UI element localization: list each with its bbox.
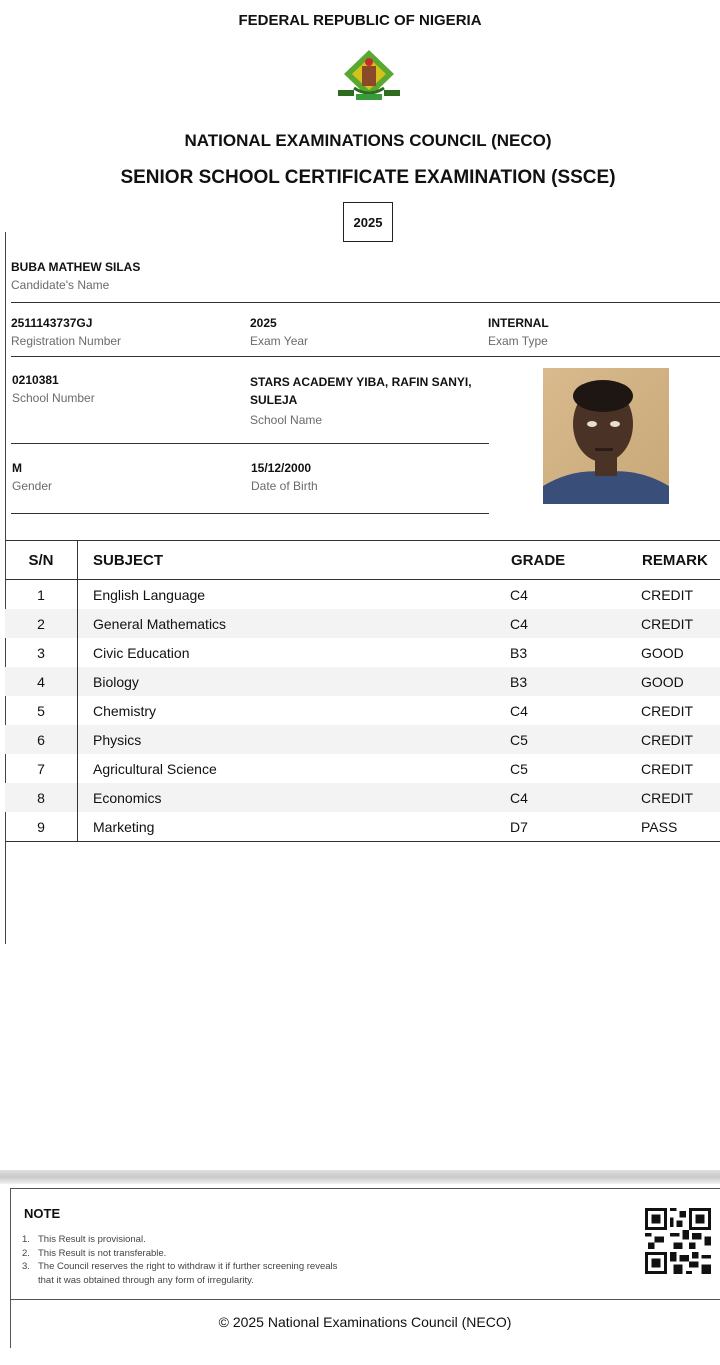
- cell-sn: 7: [5, 754, 78, 783]
- table-row: [5, 754, 720, 783]
- country-heading: FEDERAL REPUBLIC OF NIGERIA: [238, 12, 482, 29]
- cell-subject: Biology: [78, 667, 511, 696]
- cell-grade: B3: [510, 667, 641, 696]
- header-grade: GRADE: [510, 541, 641, 580]
- cell-remark: CREDIT: [641, 725, 720, 754]
- note-item: 1. This Result is provisional.: [22, 1234, 146, 1245]
- note-item: that it was obtained through any form of irregularity.: [38, 1274, 254, 1286]
- registration-label: Registration Number: [11, 334, 122, 348]
- table-row: [5, 609, 720, 638]
- cell-subject: General Mathematics: [78, 609, 511, 638]
- cell-remark: CREDIT: [641, 609, 720, 638]
- council-heading: NATIONAL EXAMINATIONS COUNCIL (NECO): [184, 131, 552, 150]
- table-row: [5, 667, 720, 696]
- cell-subject: Chemistry: [93, 702, 157, 719]
- coat-of-arms-icon: [334, 48, 404, 104]
- candidate-photo: [543, 368, 669, 504]
- cell-grade: C4: [510, 783, 641, 812]
- cell-sn: 9: [5, 812, 78, 842]
- divider: [11, 513, 489, 514]
- cell-sn: 8: [5, 783, 78, 812]
- note-list: [22, 1233, 337, 1287]
- school-number-label: School Number: [12, 391, 95, 405]
- school-number: 0210381: [12, 373, 59, 387]
- candidate-name-block: [11, 260, 140, 292]
- header-remark: REMARK: [641, 541, 720, 580]
- exam-year-label: Exam Year: [250, 334, 309, 348]
- divider: [11, 302, 720, 303]
- cell-subject: Physics: [78, 725, 511, 754]
- gender: M: [12, 461, 22, 475]
- cell-grade: C4: [510, 702, 528, 719]
- school-name-block: [250, 373, 480, 427]
- exam-year: 2025: [250, 316, 277, 330]
- cell-remark: GOOD: [641, 667, 720, 696]
- date-of-birth: 15/12/2000: [251, 461, 312, 475]
- table-row: [5, 725, 720, 754]
- registration-block: [11, 316, 121, 348]
- cell-sn: 1: [5, 580, 78, 610]
- note-item: 2. This Result is not transferable.: [22, 1247, 167, 1259]
- page-break: [0, 1170, 720, 1184]
- registration-number: 2511143737GJ: [11, 316, 93, 330]
- cell-grade: C5: [510, 760, 528, 777]
- candidate-name-label: Candidate's Name: [11, 278, 110, 292]
- divider: [11, 443, 489, 444]
- gender-block: [12, 461, 52, 493]
- cell-sn: 2: [5, 609, 78, 638]
- results-table: [5, 540, 720, 842]
- school-name: STARS ACADEMY YIBA, RAFIN SANYI, SULEJA: [250, 375, 472, 407]
- dob-label: Date of Birth: [251, 479, 318, 493]
- cell-subject: Civic Education: [93, 644, 190, 661]
- cell-grade: D7: [510, 812, 641, 842]
- exam-year-block: [250, 316, 308, 348]
- cell-remark: PASS: [641, 812, 720, 842]
- cell-remark: CREDIT: [641, 783, 720, 812]
- cell-sn: 3: [5, 638, 78, 667]
- header-subject: SUBJECT: [78, 541, 511, 580]
- copyright-text: © 2025 National Examinations Council (NECO): [218, 1314, 512, 1330]
- exam-heading: SENIOR SCHOOL CERTIFICATE EXAMINATION (SSCE): [120, 167, 616, 188]
- note-item: 3. The Council reserves the right to withdraw it if further screening reveals: [22, 1261, 338, 1272]
- table-row: [5, 638, 720, 667]
- exam-year-box: 2025: [343, 202, 393, 242]
- cell-sn: 4: [5, 667, 78, 696]
- gender-label: Gender: [12, 479, 53, 493]
- cell-subject: English Language: [93, 586, 206, 603]
- exam-type-block: [488, 316, 549, 348]
- cell-subject: Marketing: [78, 812, 511, 842]
- cell-subject: Agricultural Science: [93, 760, 217, 777]
- divider: [10, 1299, 720, 1300]
- header-sn: S/N: [5, 541, 78, 580]
- divider: [11, 356, 720, 357]
- table-header-row: [5, 541, 720, 580]
- cell-grade: B3: [510, 644, 528, 661]
- note-title: NOTE: [24, 1206, 61, 1221]
- cell-subject: Economics: [78, 783, 511, 812]
- dob-block: [251, 461, 318, 493]
- school-name-label: School Name: [250, 413, 323, 427]
- cell-remark: GOOD: [641, 644, 684, 661]
- cell-sn: 6: [5, 725, 78, 754]
- table-row: [5, 696, 720, 725]
- cell-remark: CREDIT: [641, 760, 694, 777]
- cell-remark: CREDIT: [641, 702, 694, 719]
- candidate-name: BUBA MATHEW SILAS: [11, 260, 141, 274]
- exam-type-label: Exam Type: [488, 334, 548, 348]
- cell-sn: 5: [5, 696, 78, 725]
- school-number-block: [12, 373, 95, 405]
- table-row: [5, 812, 720, 842]
- exam-type: INTERNAL: [488, 316, 549, 330]
- table-row: [5, 580, 720, 610]
- cell-grade: C4: [510, 609, 641, 638]
- qr-code-icon: [645, 1208, 711, 1274]
- cell-grade: C5: [510, 725, 641, 754]
- cell-remark: CREDIT: [641, 586, 694, 603]
- table-row: [5, 783, 720, 812]
- cell-grade: C4: [510, 586, 528, 603]
